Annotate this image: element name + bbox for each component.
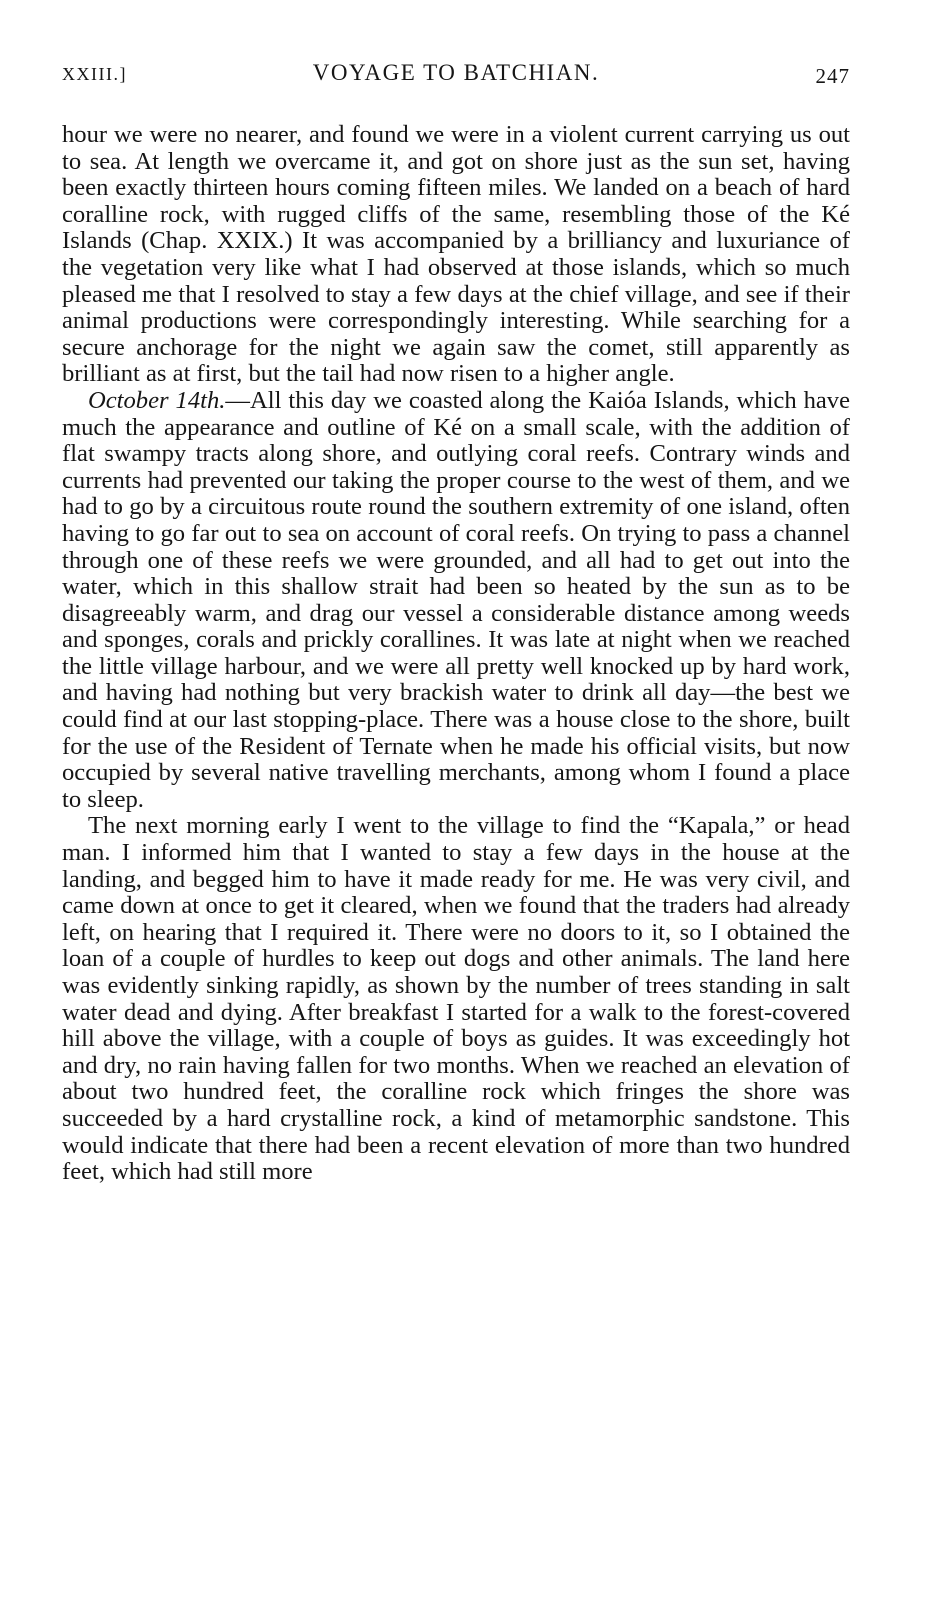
paragraph-3-text: The next morning early I went to the village to find the “Kapala,” or head man. I informed him that I wanted to stay a few days in the house at the landing, and begged him to have it made ready for me. He was very civil, and came down at once to get it cleared, when we found that the traders had already left, on hearing that I required it. There were no doors to it, so I obtained the loan of a couple of hurdles to keep out dogs and other animals. The land here was evidently sinking rapidly, as shown by the number of trees standing in salt water dead and dying. After breakfast I started for a walk to the forest-covered hill above the village, with a couple of boys as guides. It was exceedingly hot and dry, no rain having fallen for two months. When we reached an elevation of about two hundred feet, the coralline rock which fringes the shore was succeeded by a hard crystalline rock, a kind of metamorphic sandstone. This would indicate that there had been a recent elevation of more than two hundred feet, which had still more	[62, 812, 850, 1186]
body-text	[62, 122, 850, 1186]
chapter-number: XXIII.]	[62, 64, 127, 84]
paragraph-1-text: hour we were no nearer, and found we were in a violent current carrying us out to sea. At length we overcame it, and got on shore just as the sun set, having been exactly thirteen hours coming fifteen miles. We landed on a beach of hard coralline rock, with rugged cliffs of the same, resembling those of the Ké Islands (Chap. XXIX.) It was accompanied by a brilliancy and luxuriance of the vegetation very like what I had observed at those islands, which so much pleased me that I resolved to stay a few days at the chief village, and see if their animal productions were correspondingly interesting. While searching for a secure anchorage for the night we again saw the comet, still apparently as brilliant as at first, but the tail had now risen to a higher angle.	[62, 121, 850, 388]
paragraph-2-text: —All this day we coasted along the Kaióa Islands, which have much the appearance and outline of Ké on a small scale, with the addition of flat swampy tracts along shore, and outlying coral reefs. Contrary winds and currents had prevented our taking the proper course to the west of them, and we had to go by a circuitous route round the southern extremity of one island, often having to go far out to sea on account of coral reefs. On trying to pass a channel through one of these reefs we were grounded, and all had to get out into the water, which in this shallow strait had been so heated by the sun as to be disagreeably warm, and drag our vessel a considerable distance among weeds and sponges, corals and prickly corallines. It was late at night when we reached the little village harbour, and we were all pretty well knocked up by hard work, and having had nothing but very brackish water to drink all day—the best we could find at our last stopping-place. There was a house close to the shore, built for the use of the Resident of Ternate when he made his official visits, but now occupied by several native travelling merchants, among whom I found a place to sleep.	[62, 386, 850, 813]
paragraph-2-date: October 14th.	[88, 386, 226, 414]
running-header	[62, 58, 850, 98]
paragraph-1	[62, 122, 850, 388]
paragraph-3	[62, 813, 850, 1185]
paragraph-2	[62, 388, 850, 814]
page-number: 247	[815, 64, 850, 88]
running-title: VOYAGE TO BATCHIAN.	[312, 60, 600, 85]
